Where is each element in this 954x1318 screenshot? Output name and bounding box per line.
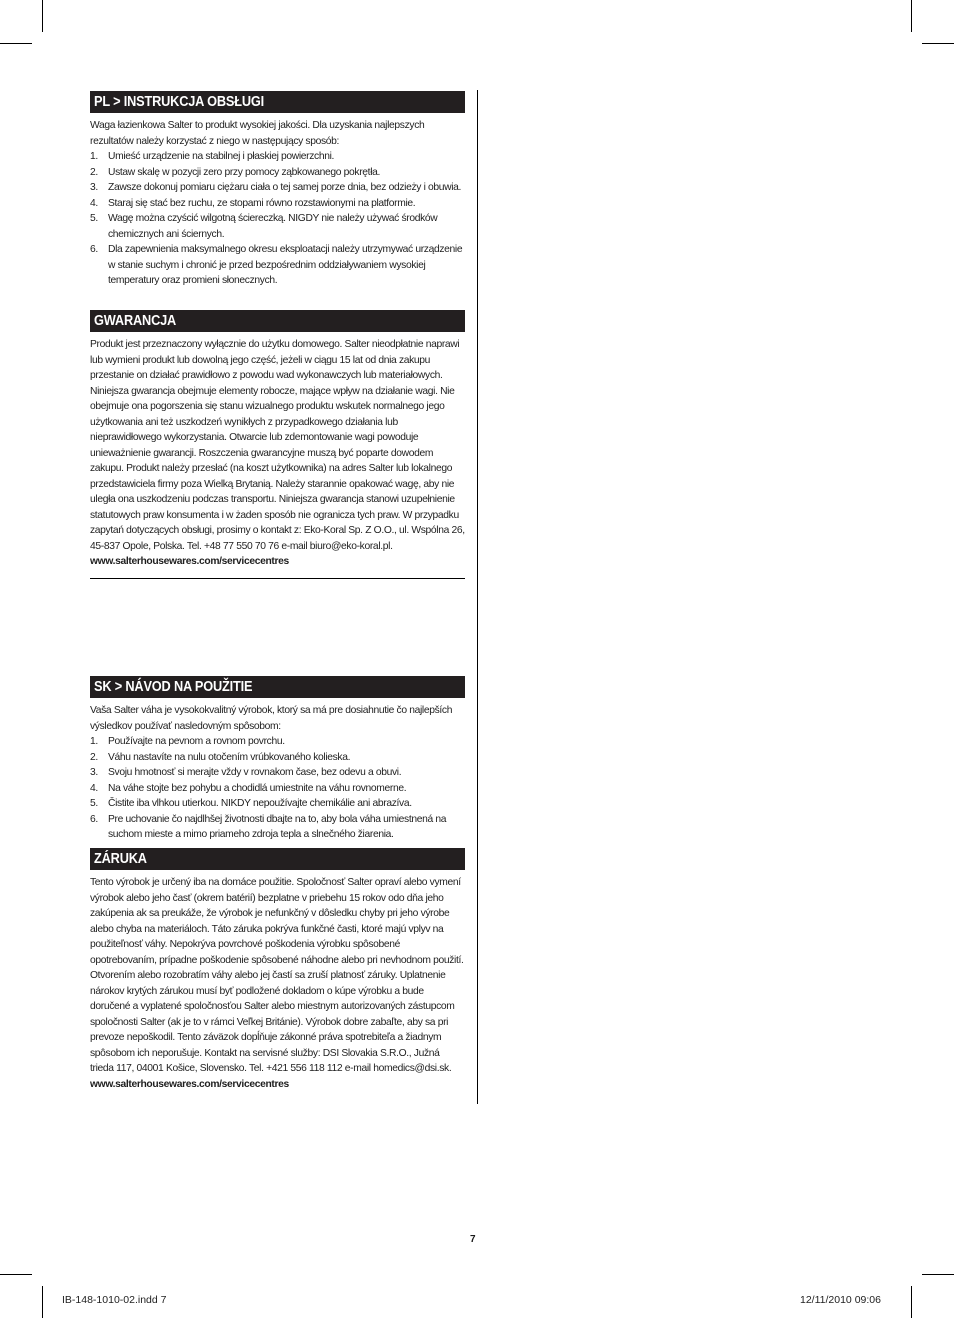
pl-instructions-section xyxy=(90,91,465,289)
sk-instructions-section xyxy=(90,676,465,843)
list-item: 5. Wagę można czyścić wilgotną ściereczką. NIGDY nie należy używać środków chemicznych ani ściernych. xyxy=(90,213,438,240)
sk-instructions-text xyxy=(90,703,465,843)
crop-mark xyxy=(922,1274,954,1275)
list-item: 2. Ustaw skalę w pozycji zero przy pomocy ząbkowanego pokrętła. xyxy=(90,166,381,178)
sk-heading: SK > NÁVOD NA POUŽITIE xyxy=(94,679,253,695)
pl-intro: Waga łazienkowa Salter to produkt wysokiej jakości. Dla uzyskania najlepszych rezultatów należy korzystać z niego w następujący sposób: xyxy=(90,120,425,147)
list-item: 5. Čistite iba vlhkou utierkou. NIKDY nepoužívajte chemikálie ani abrazíva. xyxy=(90,798,412,809)
list-item: 3. Svoju hmotnosť si merajte vždy v rovnakom čase, bez odevu a obuvi. xyxy=(90,767,402,778)
section-heading-bar xyxy=(90,848,465,870)
list-item: 6. Pre uchovanie čo najdlhšej životnosti dbajte na to, aby bola váha umiestnená na suchom mieste a mimo priameho zdroja tepla a slnečného žiarenia. xyxy=(90,813,447,840)
crop-mark xyxy=(922,43,954,44)
page-number: 7 xyxy=(470,1234,476,1245)
crop-mark xyxy=(911,0,912,32)
pl-heading: PL > INSTRUKCJA OBSŁUGI xyxy=(94,94,265,110)
section-heading-bar xyxy=(90,310,465,332)
gwarancja-section xyxy=(90,310,465,579)
column-divider xyxy=(477,90,478,1104)
list-item: 3. Zawsze dokonuj pomiaru ciężaru ciała o tej samej porze dnia, bez odzieży i obuwia. xyxy=(90,182,462,193)
date-slug: 12/11/2010 09:06 xyxy=(800,1294,881,1306)
zaruka-body: Tento výrobok je určený iba na domáce použitie. Spoločnosť Salter opraví alebo vymení výrobok alebo jeho časť (okrem batérií) bezplatne v priebehu 15 rokov odo dňa jeho zakúpenia ak sa preukáže, že výrobok je nefunkčný v dôsledku chyby pri jeho výrobe alebo chyba na materiáloch. Táto záruka pokrýva funkčné časti, ktoré majú vplyv na použiteľnosť váhy. Nepokrýva povrchové poškodenia výrobku spôsobené opotrebovaním, prípadne poškodenie spôsobené náhodne alebo pri nevhodnom použití. Otvorením alebo rozobratím váhy alebo jej častí sa zruší platnosť záruky. Uplatnenie nárokov krytých zárukou musí byť podložené dokladom o kúpe výrobku a bude doručené a vyplatené spoločnosťou Salter alebo miestnym autorizovaných zástupcom spoločnosti Salter (ak je to v rámci Veľkej Británie). Výrobok dobre zabaľte, aby sa pri prevoze nepoškodil. Tento záväzok dopĺňuje zákonné práva spotrebiteľa a žiadnym spôsobom ich neporušuje. Kontakt na servisné služby: DSI Slovakia S.R.O., Južná trieda 117, 04001 Košice, Slovensko. Tel. +421 556 118 112 e-mail homedics@dsi.sk. xyxy=(90,877,464,1074)
pl-steps-list xyxy=(90,149,465,289)
crop-mark xyxy=(0,43,32,44)
section-divider xyxy=(90,578,465,579)
zaruka-url[interactable]: www.salterhousewares.com/servicecentres xyxy=(90,1078,289,1090)
file-slug: IB-148-1010-02.indd 7 xyxy=(62,1294,167,1306)
gwarancja-body: Produkt jest przeznaczony wyłącznie do użytku domowego. Salter nieodpłatnie naprawi lub wymieni produkt lub dowolną jego część, jeżeli w ciągu 15 lat od dnia zakupu przestanie on działać prawidłowo z powodu wad wykonawczych lub materiałowych. Niniejsza gwarancja obejmuje elementy robocze, mające wpływ na działanie wagi. Nie obejmuje ona pogorszenia się stanu wizualnego produktu wskutek normalnego jego użytkowania ani też uszkodzeń wynikłych z przypadkowego działania lub nieprawidłowego wykorzystania. Otwarcie lub zdemontowanie wagi powoduje unieważnienie gwarancji. Roszczenia gwarancyjne muszą być poparte dowodem zakupu. Produkt należy przesłać (na koszt użytkownika) na adres Salter lub lokalnego przedstawiciela firmy poza Wielką Brytanią. Należy starannie opakować wagę, aby nie uległa ona uszkodzeniu podczas transportu. Niniejsza gwarancja stanowi uzupełnienie statutowych praw konsumenta i w żaden sposób nie ogranicza tych praw. W przypadku zapytań dotyczących obsługi, prosimy o kontakt z: Eko-Koral Sp. Z O.O., ul. Wspólna 26, 45-837 Opole, Polska. Tel. +48 77 550 70 76 e-mail biuro@eko-koral.pl. xyxy=(90,339,465,552)
crop-mark xyxy=(911,1286,912,1318)
gwarancja-heading: GWARANCJA xyxy=(94,313,177,329)
crop-mark xyxy=(0,1274,32,1275)
sk-steps-list xyxy=(90,734,465,843)
sk-intro: Vaša Salter váha je vysokokvalitný výrobok, ktorý sa má pre dosiahnutie čo najlepších výsledkov používať nasledovným spôsobom: xyxy=(90,705,453,732)
crop-mark xyxy=(42,1286,43,1318)
list-item: 1. Umieść urządzenie na stabilnej i płaskiej powierzchni. xyxy=(90,151,335,162)
pl-instructions-text xyxy=(90,118,465,289)
list-item: 4. Staraj się stać bez ruchu, ze stopami równo rozstawionymi na platformie. xyxy=(90,197,416,209)
list-item: 2. Váhu nastavíte na nulu otočením vrúbkovaného kolieska. xyxy=(90,751,351,763)
section-heading-bar xyxy=(90,676,465,698)
list-item: 1. Používajte na pevnom a rovnom povrchu. xyxy=(90,736,285,747)
zaruka-heading: ZÁRUKA xyxy=(94,851,147,867)
gwarancja-text xyxy=(90,337,465,570)
list-item: 4. Na váhe stojte bez pohybu a chodidlá umiestnite na váhu rovnomerne. xyxy=(90,782,407,794)
list-item: 6. Dla zapewnienia maksymalnego okresu eksploatacji należy utrzymywać urządzenie w stanie suchym i chronić je przed bezpośrednim oddziaływaniem wysokiej temperatury oraz promieni słonecznych. xyxy=(90,244,463,286)
gwarancja-url[interactable]: www.salterhousewares.com/servicecentres xyxy=(90,556,289,567)
section-heading-bar xyxy=(90,91,465,113)
zaruka-section xyxy=(90,848,465,1092)
zaruka-text xyxy=(90,875,465,1092)
crop-mark xyxy=(42,0,43,32)
